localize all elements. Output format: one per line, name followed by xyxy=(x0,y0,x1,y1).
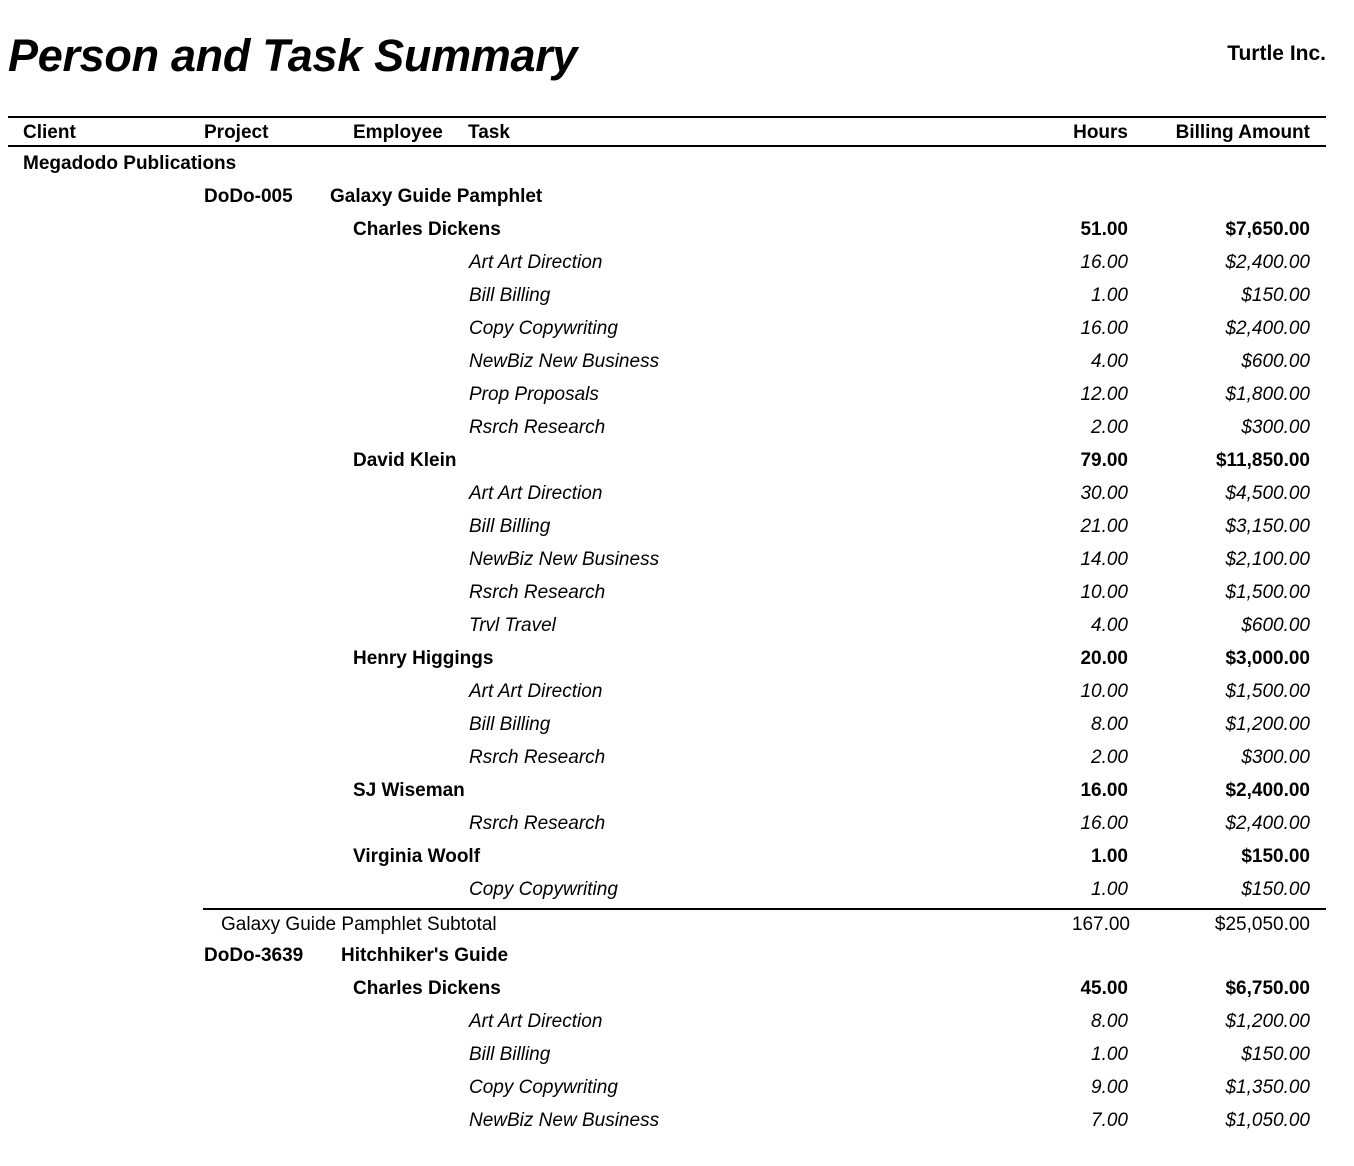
task-row xyxy=(0,545,1354,578)
task-hours: 10.00 xyxy=(1080,582,1128,603)
column-project: Project xyxy=(204,122,269,143)
employee-hours: 16.00 xyxy=(1080,780,1128,801)
task-billing-amount: $300.00 xyxy=(1241,417,1310,438)
column-billing-amount: Billing Amount xyxy=(1175,122,1310,143)
task-billing-amount: $2,400.00 xyxy=(1225,813,1310,834)
task-name: Art Art Direction xyxy=(469,681,603,702)
company-name: Turtle Inc. xyxy=(1227,42,1326,65)
task-row xyxy=(0,1007,1354,1040)
employee-hours: 20.00 xyxy=(1080,648,1128,669)
task-row xyxy=(0,710,1354,743)
task-billing-amount: $3,150.00 xyxy=(1225,516,1310,537)
task-billing-amount: $300.00 xyxy=(1241,747,1310,768)
task-row xyxy=(0,743,1354,776)
employee-row xyxy=(0,842,1354,875)
employee-billing-amount: $6,750.00 xyxy=(1225,978,1310,999)
employee-hours: 45.00 xyxy=(1080,978,1128,999)
project-name: Hitchhiker's Guide xyxy=(341,945,509,966)
task-billing-amount: $2,400.00 xyxy=(1225,252,1310,273)
task-row xyxy=(0,347,1354,380)
task-name: Bill Billing xyxy=(469,516,551,537)
column-client: Client xyxy=(23,122,76,143)
task-billing-amount: $150.00 xyxy=(1241,1044,1310,1065)
task-name: Rsrch Research xyxy=(469,582,606,603)
employee-billing-amount: $2,400.00 xyxy=(1225,780,1310,801)
project-code: DoDo-005 xyxy=(204,186,293,207)
project-subtotal-row xyxy=(203,908,1326,941)
subtotal-billing-amount: $25,050.00 xyxy=(1214,914,1310,935)
subtotal-label: Galaxy Guide Pamphlet Subtotal xyxy=(221,914,497,935)
task-billing-amount: $1,500.00 xyxy=(1225,681,1310,702)
employee-row xyxy=(0,776,1354,809)
task-name: NewBiz New Business xyxy=(469,351,660,372)
column-hours: Hours xyxy=(1073,122,1128,143)
task-hours: 4.00 xyxy=(1091,351,1128,372)
employee-hours: 79.00 xyxy=(1080,450,1128,471)
task-row xyxy=(0,281,1354,314)
task-billing-amount: $1,200.00 xyxy=(1225,714,1310,735)
employee-billing-amount: $11,850.00 xyxy=(1215,450,1310,471)
task-name: Trvl Travel xyxy=(469,615,556,636)
task-row xyxy=(0,512,1354,545)
task-billing-amount: $4,500.00 xyxy=(1225,483,1310,504)
employee-name: SJ Wiseman xyxy=(353,780,465,801)
column-employee: Employee xyxy=(353,122,443,143)
column-task: Task xyxy=(468,122,510,143)
task-hours: 21.00 xyxy=(1080,516,1128,537)
task-hours: 2.00 xyxy=(1091,747,1128,768)
task-row xyxy=(0,1040,1354,1073)
project-row xyxy=(0,182,1354,215)
task-name: Copy Copywriting xyxy=(469,1077,618,1098)
project-row xyxy=(0,941,1354,974)
task-hours: 30.00 xyxy=(1080,483,1128,504)
task-billing-amount: $1,500.00 xyxy=(1225,582,1310,603)
task-row xyxy=(0,314,1354,347)
employee-billing-amount: $150.00 xyxy=(1241,846,1310,867)
task-row xyxy=(0,677,1354,710)
task-hours: 10.00 xyxy=(1080,681,1128,702)
task-name: Rsrch Research xyxy=(469,747,606,768)
employee-name: Charles Dickens xyxy=(353,219,501,240)
client-row xyxy=(0,149,1354,182)
task-name: Bill Billing xyxy=(469,285,551,306)
employee-name: Henry Higgings xyxy=(353,648,494,669)
task-hours: 16.00 xyxy=(1080,318,1128,339)
task-hours: 12.00 xyxy=(1080,384,1128,405)
task-name: Rsrch Research xyxy=(469,417,606,438)
task-billing-amount: $150.00 xyxy=(1241,285,1310,306)
task-row xyxy=(0,1106,1354,1139)
task-name: Bill Billing xyxy=(469,1044,551,1065)
task-billing-amount: $2,400.00 xyxy=(1225,318,1310,339)
task-billing-amount: $1,050.00 xyxy=(1225,1110,1310,1131)
task-billing-amount: $2,100.00 xyxy=(1225,549,1310,570)
task-billing-amount: $600.00 xyxy=(1241,615,1310,636)
employee-name: Virginia Woolf xyxy=(353,846,481,867)
task-hours: 1.00 xyxy=(1091,1044,1128,1065)
task-name: Copy Copywriting xyxy=(469,318,618,339)
employee-hours: 1.00 xyxy=(1091,846,1128,867)
task-hours: 14.00 xyxy=(1080,549,1128,570)
client-name: Megadodo Publications xyxy=(23,153,237,174)
task-billing-amount: $1,350.00 xyxy=(1225,1077,1310,1098)
task-row xyxy=(0,1073,1354,1106)
task-billing-amount: $150.00 xyxy=(1241,879,1310,900)
task-hours: 9.00 xyxy=(1091,1077,1128,1098)
task-billing-amount: $600.00 xyxy=(1241,351,1310,372)
task-hours: 16.00 xyxy=(1080,813,1128,834)
employee-billing-amount: $7,650.00 xyxy=(1225,219,1310,240)
task-hours: 1.00 xyxy=(1091,879,1128,900)
task-name: Art Art Direction xyxy=(469,252,603,273)
task-billing-amount: $1,800.00 xyxy=(1225,384,1310,405)
task-name: NewBiz New Business xyxy=(469,549,660,570)
project-name: Galaxy Guide Pamphlet xyxy=(330,186,543,207)
project-code: DoDo-3639 xyxy=(204,945,304,966)
task-hours: 2.00 xyxy=(1091,417,1128,438)
task-hours: 16.00 xyxy=(1080,252,1128,273)
task-hours: 4.00 xyxy=(1091,615,1128,636)
employee-name: Charles Dickens xyxy=(353,978,501,999)
task-name: Prop Proposals xyxy=(469,384,599,405)
employee-row xyxy=(0,974,1354,1007)
employee-hours: 51.00 xyxy=(1080,219,1128,240)
task-row xyxy=(0,578,1354,611)
task-billing-amount: $1,200.00 xyxy=(1225,1011,1310,1032)
employee-row xyxy=(0,446,1354,479)
task-row xyxy=(0,875,1354,908)
task-row xyxy=(0,248,1354,281)
task-row xyxy=(0,413,1354,446)
task-name: Copy Copywriting xyxy=(469,879,618,900)
employee-name: David Klein xyxy=(353,450,457,471)
task-hours: 8.00 xyxy=(1091,1011,1128,1032)
task-row xyxy=(0,479,1354,512)
report-title: Person and Task Summary xyxy=(8,30,578,81)
employee-billing-amount: $3,000.00 xyxy=(1225,648,1310,669)
task-name: Art Art Direction xyxy=(469,483,603,504)
task-row xyxy=(0,611,1354,644)
employee-row xyxy=(0,215,1354,248)
task-name: NewBiz New Business xyxy=(469,1110,660,1131)
task-row xyxy=(0,809,1354,842)
task-row xyxy=(0,380,1354,413)
employee-row xyxy=(0,644,1354,677)
task-hours: 1.00 xyxy=(1091,285,1128,306)
task-name: Rsrch Research xyxy=(469,813,606,834)
task-name: Bill Billing xyxy=(469,714,551,735)
task-hours: 7.00 xyxy=(1091,1110,1128,1131)
task-hours: 8.00 xyxy=(1091,714,1128,735)
task-name: Art Art Direction xyxy=(469,1011,603,1032)
subtotal-hours: 167.00 xyxy=(1071,914,1130,935)
